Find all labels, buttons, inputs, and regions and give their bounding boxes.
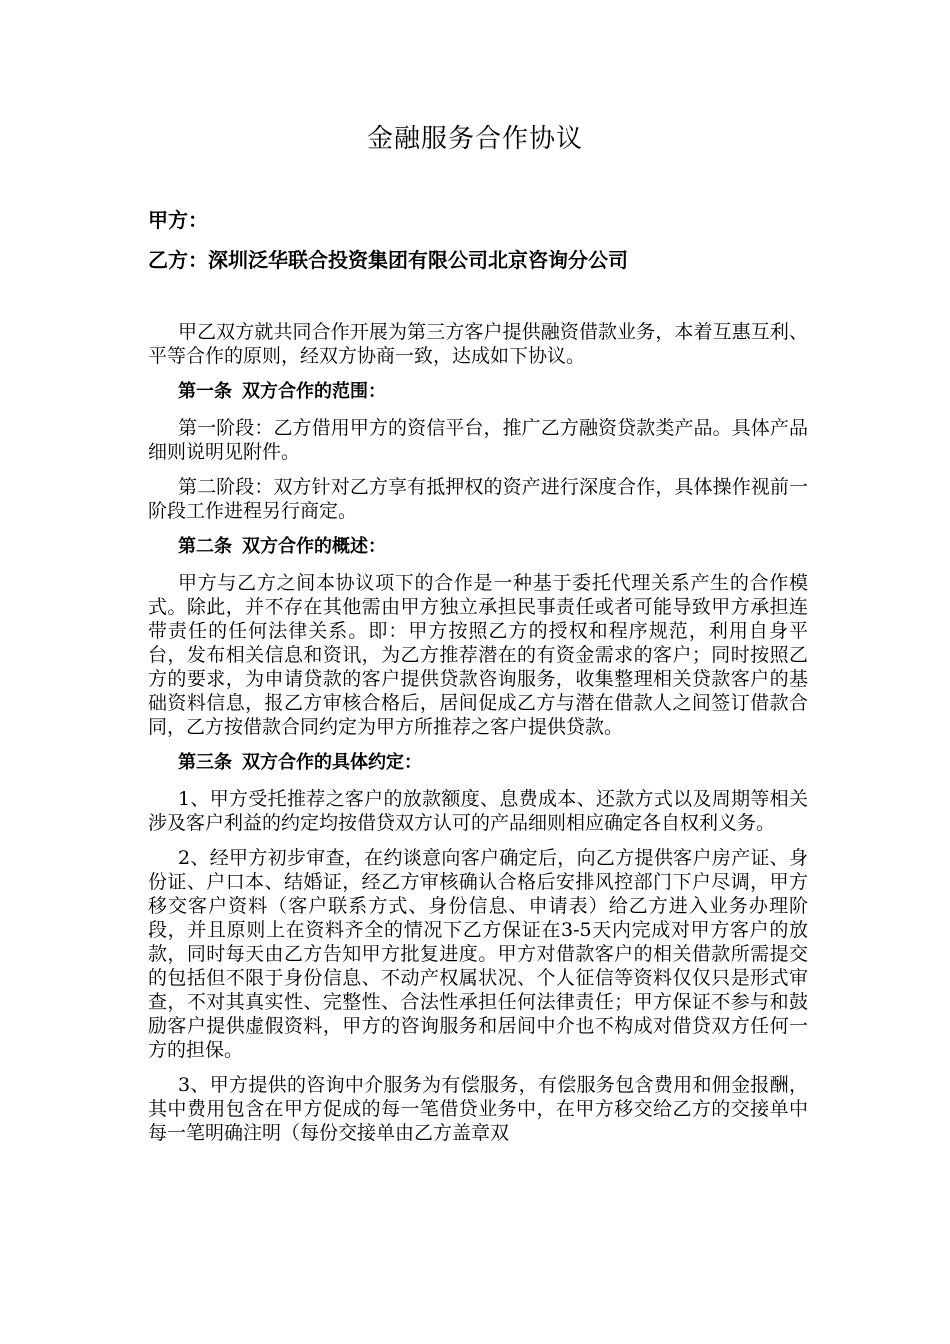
document-title: 金融服务合作协议 xyxy=(366,124,583,154)
article-1-paragraph: 第一阶段：乙方借用甲方的资信平台，推广乙方融资贷款类产品。具体产品细则说明见附件。 xyxy=(148,417,808,463)
article-2-heading xyxy=(148,534,808,560)
party-a-line: 甲方： xyxy=(148,208,208,232)
article-3-number: 第三条 xyxy=(178,752,232,773)
intro-paragraph: 甲乙双方就共同合作开展为第三方客户提供融资借款业务，本着互惠互利、平等合作的原则，经双方协商一致，达成如下协议。 xyxy=(148,321,808,367)
article-3-paragraph: 2、经甲方初步审查，在约谈意向客户确定后，向乙方提供客户房产证、身份证、户口本、结婚证，经乙方审核确认合格后安排风控部门下户尽调，甲方移交客户资料（客户联系方式、身份信息、申请表）给乙方进入业务办理阶段，并且原则上在资料齐全的情况下乙方保证在3-5天内完成对甲方客户的放款，同时每天由乙方告知甲方批复进度。甲方对借款客户的相关借款所需提交的包括但不限于身份信息、不动产权属状况、个人征信等资料仅仅只是形式审查，不对其真实性、完整性、合法性承担任何法律责任；甲方保证不参与和鼓励客户提供虚假资料，甲方的咨询服务和居间中介也不构成对借贷双方任何一方的担保。 xyxy=(148,847,808,1061)
article-1-number: 第一条 xyxy=(178,381,232,402)
article-3-paragraph: 1、甲方受托推荐之客户的放款额度、息费成本、还款方式以及周期等相关涉及客户利益的约定均按借贷双方认可的产品细则相应确定各自权利义务。 xyxy=(148,788,808,834)
article-3-title: 双方合作的具体约定： xyxy=(242,752,422,773)
article-3-heading xyxy=(148,750,808,776)
agreement-body xyxy=(148,320,808,1156)
article-1-heading xyxy=(148,379,808,405)
article-2-title: 双方合作的概述： xyxy=(242,536,386,557)
article-3-paragraph: 3、甲方提供的咨询中介服务为有偿服务，有偿服务包含费用和佣金报酬，其中费用包含在甲方促成的每一笔借贷业务中，在甲方移交给乙方的交接单中每一笔明确注明（每份交接单由乙方盖章双 xyxy=(148,1074,808,1144)
article-1-paragraph: 第二阶段：双方针对乙方享有抵押权的资产进行深度合作，具体操作视前一阶段工作进程另行商定。 xyxy=(148,476,808,522)
article-2-paragraph: 甲方与乙方之间本协议项下的合作是一种基于委托代理关系产生的合作模式。除此，并不存在其他需由甲方独立承担民事责任或者可能导致甲方承担连带责任的任何法律关系。即：甲方按照乙方的授权和程序规范，利用自身平台，发布相关信息和资讯，为乙方推荐潜在的有资金需求的客户；同时按照乙方的要求，为申请贷款的客户提供贷款咨询服务，收集整理相关贷款客户的基础资料信息，报乙方审核合格后，居间促成乙方与潜在借款人之间签订借款合同，乙方按借款合同约定为甲方所推荐之客户提供贷款。 xyxy=(148,572,808,738)
party-b-line: 乙方：深圳泛华联合投资集团有限公司北京咨询分公司 xyxy=(148,248,628,272)
article-1-title: 双方合作的范围： xyxy=(242,381,386,402)
article-2-number: 第二条 xyxy=(178,536,232,557)
